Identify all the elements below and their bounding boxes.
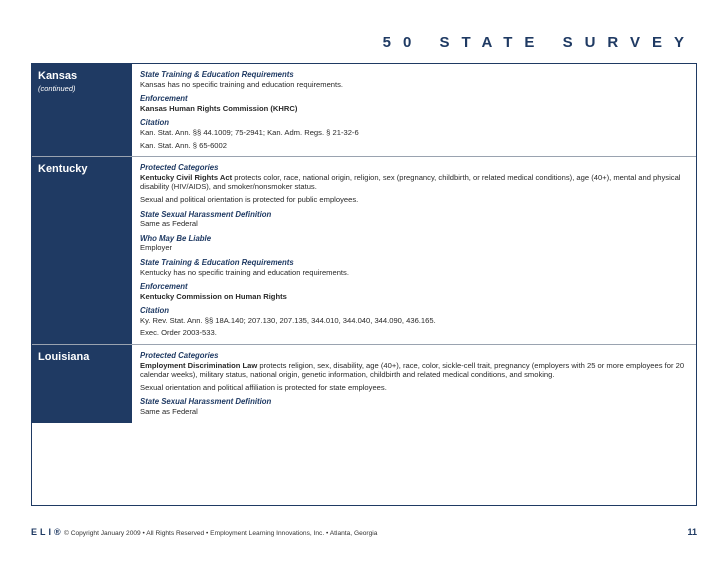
section-heading: Citation (140, 118, 170, 128)
survey-table (31, 63, 697, 506)
state-content (140, 157, 696, 344)
section (140, 397, 686, 416)
section-paragraph (140, 104, 686, 114)
bold-term: Employment Discrimination Law (140, 360, 258, 370)
section (140, 94, 686, 113)
state-row (32, 64, 696, 156)
section (140, 258, 686, 277)
section-heading: Citation (140, 306, 170, 316)
state-row (32, 156, 696, 344)
bold-term: Kentucky Civil Rights Act (140, 172, 233, 182)
section-paragraph (140, 141, 686, 151)
section (140, 163, 686, 204)
section (140, 210, 686, 229)
section (140, 282, 686, 301)
section (140, 118, 686, 150)
paragraph-text: protects religion, sex, disability, age (40+), race, color, sickle-cell trait, pregnancy (employers with 25 or more employees for 20 calendar weeks), military status, national origin, genetic information, childbirth and related medical conditions, and smoking. (140, 360, 685, 380)
section (140, 351, 686, 392)
footer (31, 527, 697, 541)
section-paragraph (140, 292, 686, 302)
paragraph-text: Kan. Stat. Ann. §§ 44.1009; 75-2941; Kan. Adm. Regs. § 21-32-6 (140, 127, 359, 137)
state-label-cell (32, 345, 132, 423)
paragraph-text: Kan. Stat. Ann. § 65-6002 (140, 140, 227, 150)
paragraph-text: Exec. Order 2003-533. (140, 328, 217, 338)
section-paragraph (140, 243, 686, 253)
state-name: Kansas (38, 70, 78, 82)
page-title: 50 STATE SURVEY (382, 34, 696, 51)
state-label-cell (32, 157, 132, 344)
state-label-cell (32, 64, 132, 156)
section (140, 306, 686, 338)
paragraph-text: Kansas has no specific training and education requirements. (140, 79, 344, 89)
section-heading: Who May Be Liable (140, 233, 212, 243)
section-heading: State Sexual Harassment Definition (140, 397, 272, 407)
paragraph-text: protects color, race, national origin, religion, sex (pregnancy, childbirth, or related medical conditions), age (40+), mental and physical disability (HIV/AIDS), and smoker/nonsmoker status. (140, 172, 681, 192)
section-heading: Protected Categories (140, 163, 219, 173)
section-paragraph (140, 383, 686, 393)
state-content (140, 64, 696, 156)
section-heading: State Training & Education Requirements (140, 257, 294, 267)
section-paragraph (140, 195, 686, 205)
paragraph-text: Same as Federal (140, 407, 198, 417)
paragraph-text: Sexual orientation and political affiliation is protected for state employees. (140, 382, 387, 392)
paragraph-text: Kentucky has no specific training and education requirements. (140, 267, 349, 277)
section-paragraph (140, 173, 686, 192)
section-paragraph (140, 128, 686, 138)
section-paragraph (140, 219, 686, 229)
section-paragraph (140, 361, 686, 380)
paragraph-text: Same as Federal (140, 219, 198, 229)
section-paragraph (140, 316, 686, 326)
state-continued-note: (continued) (38, 84, 76, 93)
state-name: Kentucky (38, 163, 88, 176)
section-heading: Enforcement (140, 282, 188, 292)
section-heading: State Sexual Harassment Definition (140, 209, 272, 219)
section-paragraph (140, 407, 686, 417)
page-number: 11 (687, 527, 697, 537)
paragraph-text: Employer (140, 243, 173, 253)
section-paragraph (140, 80, 686, 90)
eli-logo: ELI® (31, 527, 64, 537)
state-name: Louisiana (38, 351, 90, 364)
bold-term: Kentucky Commission on Human Rights (140, 291, 287, 301)
copyright-text: © Copyright January 2009 • All Rights Reserved • Employment Learning Innovations, Inc. • Atlanta, Georgia (64, 530, 378, 537)
section-paragraph (140, 268, 686, 278)
section (140, 234, 686, 253)
section-paragraph (140, 328, 686, 338)
state-content (140, 345, 696, 423)
state-row (32, 344, 696, 423)
section-heading: Protected Categories (140, 351, 219, 361)
paragraph-text: Ky. Rev. Stat. Ann. §§ 18A.140; 207.130, 207.135, 344.010, 344.040, 344.090, 436.165. (140, 315, 436, 325)
section-heading: Enforcement (140, 94, 188, 104)
bold-term: Kansas Human Rights Commission (KHRC) (140, 103, 298, 113)
section (140, 70, 686, 89)
section-heading: State Training & Education Requirements (140, 70, 294, 79)
paragraph-text: Sexual and political orientation is protected for public employees. (140, 194, 359, 204)
